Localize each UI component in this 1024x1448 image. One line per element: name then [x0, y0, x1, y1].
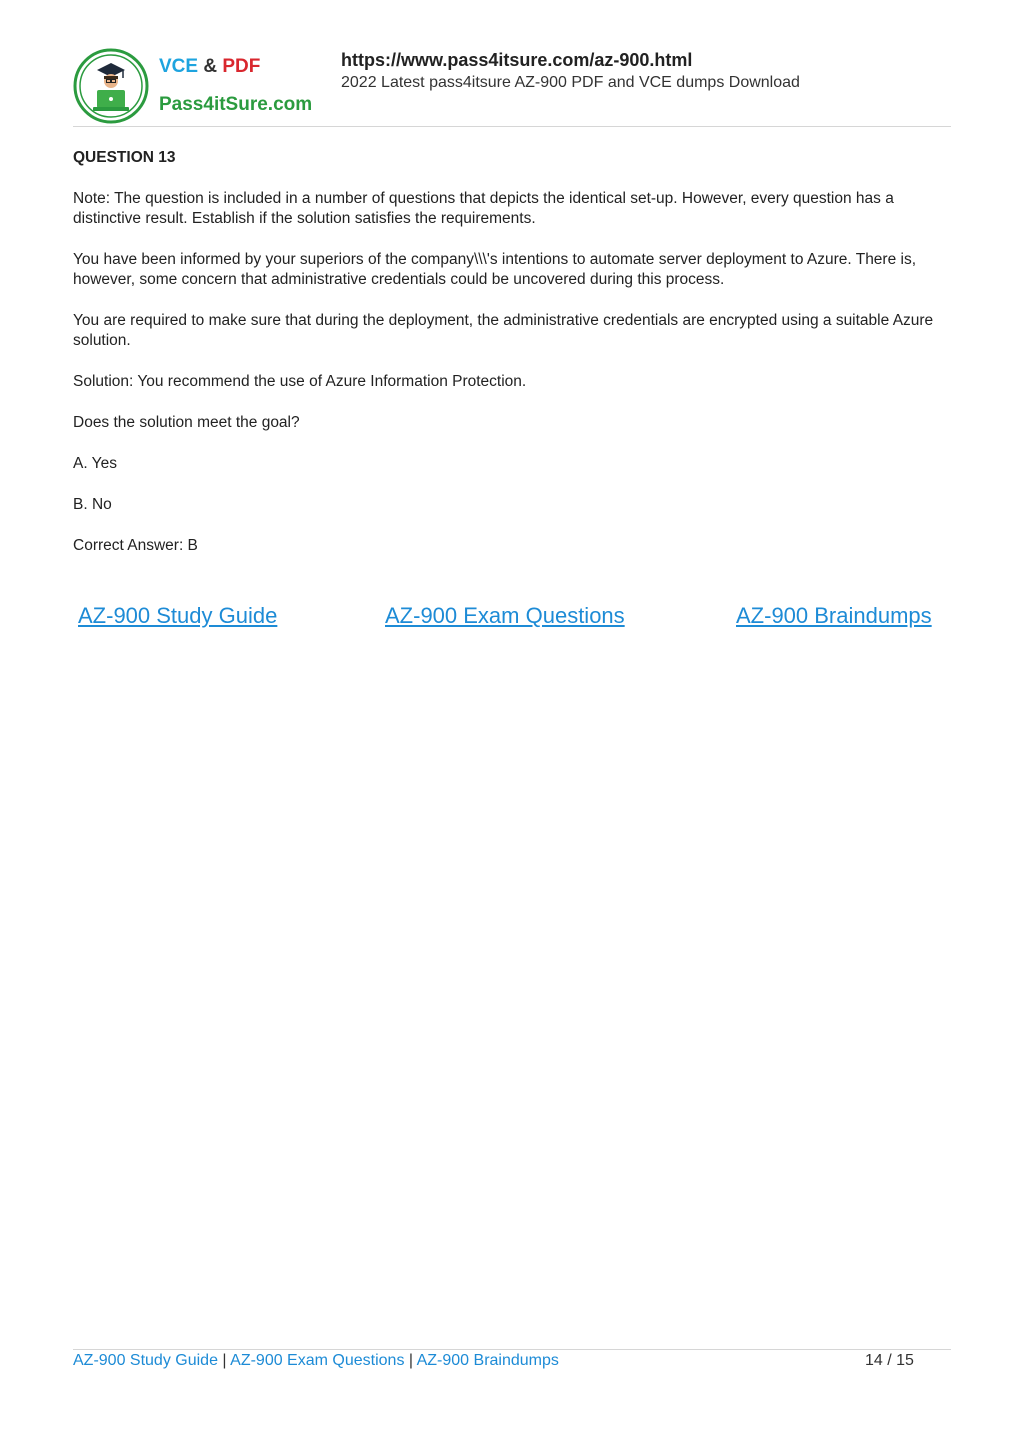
answer-option-a: A. Yes: [73, 455, 117, 472]
footer-separator: |: [222, 1352, 227, 1369]
page-number: 14 / 15: [865, 1352, 914, 1369]
footer-separator: |: [408, 1352, 414, 1369]
footer-exam-questions-link[interactable]: AZ-900 Exam Questions: [230, 1352, 405, 1369]
graduate-laptop-icon: [73, 48, 149, 124]
logo-vce: VCE: [159, 56, 199, 77]
header-subtitle: 2022 Latest pass4itsure AZ-900 PDF and VCE dumps Download: [341, 74, 800, 91]
question-scenario: You have been informed by your superiors of the company\\\'s intentions to automate server deployment to Azure. There is, however, some concern that administrative credentials could be uncovered during this process.: [73, 251, 917, 288]
page-header: [73, 44, 951, 126]
question-note: Note: The question is included in a number of questions that depicts the identical set-up. However, every question has a distinctive result. Establish if the solution satisfies the requirements.: [73, 190, 894, 227]
question-solution: Solution: You recommend the use of Azure Information Protection.: [73, 373, 527, 390]
footer-braindumps-link[interactable]: AZ-900 Braindumps: [416, 1352, 559, 1369]
braindumps-link[interactable]: AZ-900 Braindumps: [736, 603, 932, 628]
logo-amp: &: [203, 56, 218, 77]
question-title: QUESTION 13: [73, 149, 176, 166]
footer-divider: [73, 1349, 951, 1350]
exam-questions-link[interactable]: AZ-900 Exam Questions: [385, 603, 625, 628]
study-guide-link[interactable]: AZ-900 Study Guide: [78, 603, 278, 628]
question-prompt: Does the solution meet the goal?: [73, 414, 300, 431]
page-footer: [73, 1352, 559, 1370]
header-divider: [73, 126, 951, 127]
logo-vce-pdf-text: [159, 56, 260, 78]
question-requirement: You are required to make sure that during the deployment, the administrative credentials are encrypted using a suitable Azure solution.: [73, 312, 934, 349]
header-url: https://www.pass4itsure.com/az-900.html: [341, 50, 693, 70]
footer-study-guide-link[interactable]: AZ-900 Study Guide: [73, 1352, 218, 1369]
resource-links: [0, 603, 1024, 633]
question-content: [73, 148, 951, 577]
answer-option-b: B. No: [73, 496, 112, 513]
logo-brand: Pass4itSure.com: [159, 94, 313, 115]
correct-answer: Correct Answer: B: [73, 537, 198, 554]
pass4itsure-logo: [73, 48, 318, 124]
logo-pdf: PDF: [222, 56, 261, 77]
